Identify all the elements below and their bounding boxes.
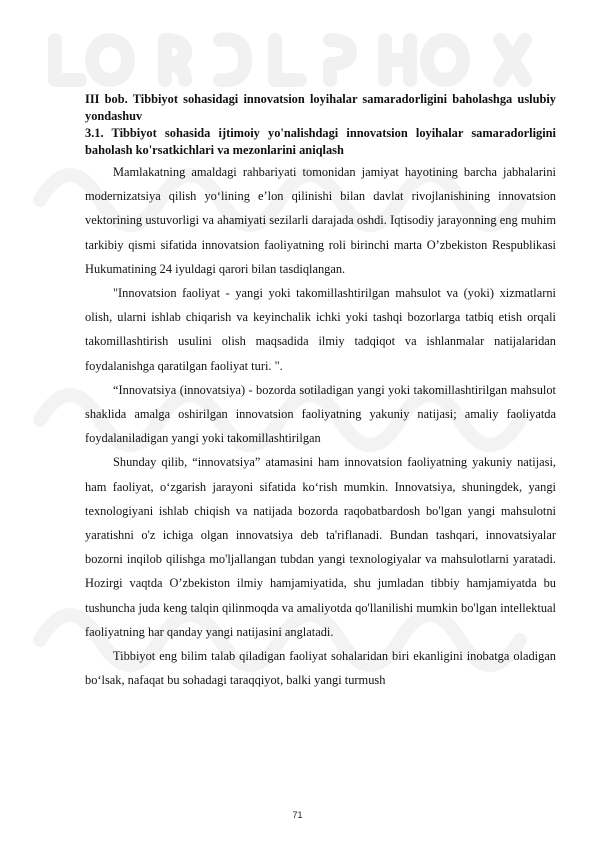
paragraph: Tibbiyot eng bilim talab qiladigan faoliyat sohalaridan biri ekanligini inobatga oladigan bo‘lsak, nafaqat bu sohadagi taraqqiyot, balki yangi turmush <box>85 649 556 688</box>
page-number: 71 <box>292 810 303 820</box>
paragraph: Shunday qilib, “innovatsiya” atamasini ham innovatsion faoliyatning yakuniy natijasi, ham faoliyat, o‘zgarish jarayoni sifatida ko‘rish mumkin. Innovatsiya, shuningdek, yangi texnologiyani ishlab chiqish va natijada bozorda raqobatbardosh bo'lgan yangi mahsulotni yaratishni o'z ichiga olgan innovatsiya deb ta'riflanadi. Bundan tashqari, innovatsiyalar bozorni inqilob qilishga mo'ljallangan tubdan yangi texnologiyalar va mahsulotlarni yaratadi. Hozirgi vaqtda O’zbekiston ilmiy hamjamiyatida, shu jumladan tibbiy hamjamiyatda bu tushuncha juda keng talqin qilinmoqda va amaliyotda qo'llanilishi mumkin bo'lgan intellektual faoliyatning har qanday yangi natijasini anglatadi. <box>85 455 556 639</box>
page-body <box>85 91 556 692</box>
paragraph: "Innovatsion faoliyat - yangi yoki takomillashtirilgan mahsulot va (yoki) xizmatlarni olish, ularni ishlab chiqarish va keyinchalik ichki yoki tashqi bozorlarga tatbiq etish orqali takomillashtirish usulini olish maqsadida ilmiy tadqiqot va ishlanmalar natijalaridan foydalanishga qaratilgan faoliyat turi. ". <box>85 286 556 373</box>
section-heading: 3.1. Tibbiyot sohasida ijtimoiy yo'nalishdagi innovatsion loyihalar samaradorligini baholash ko'rsatkichlari va mezonlarini aniqlash <box>85 126 556 157</box>
paragraph: Mamlakatning amaldagi rahbariyati tomonidan jamiyat hayotining barcha jabhalarini modernizatsiya qilish yo‘lining e’lon qilinishi bilan davlat rivojlanishining innovatsion vektorining ustuvorligi va ahamiyati sezilarli darajada oshdi. Iqtisodiy jarayonning eng muhim tarkibiy qismi sifatida innovatsion faoliyatning roli birinchi marta O’zbekiston Respublikasi Hukumatining 24 iyuldagi qarori bilan tasdiqlangan. <box>85 165 556 276</box>
paragraph: “Innovatsiya (innovatsiya) - bozorda sotiladigan yangi yoki takomillashtirilgan mahsulot shaklida amalga oshirilgan innovatsion faoliyatning yakuniy natijasi; amaliy faoliyatda foydalaniladigan yangi yoki takomillashtirilgan <box>85 382 556 446</box>
chapter-heading: III bob. Tibbiyot sohasidagi innovatsion loyihalar samaradorligini baholashga uslubiy yondashuv <box>85 92 556 123</box>
